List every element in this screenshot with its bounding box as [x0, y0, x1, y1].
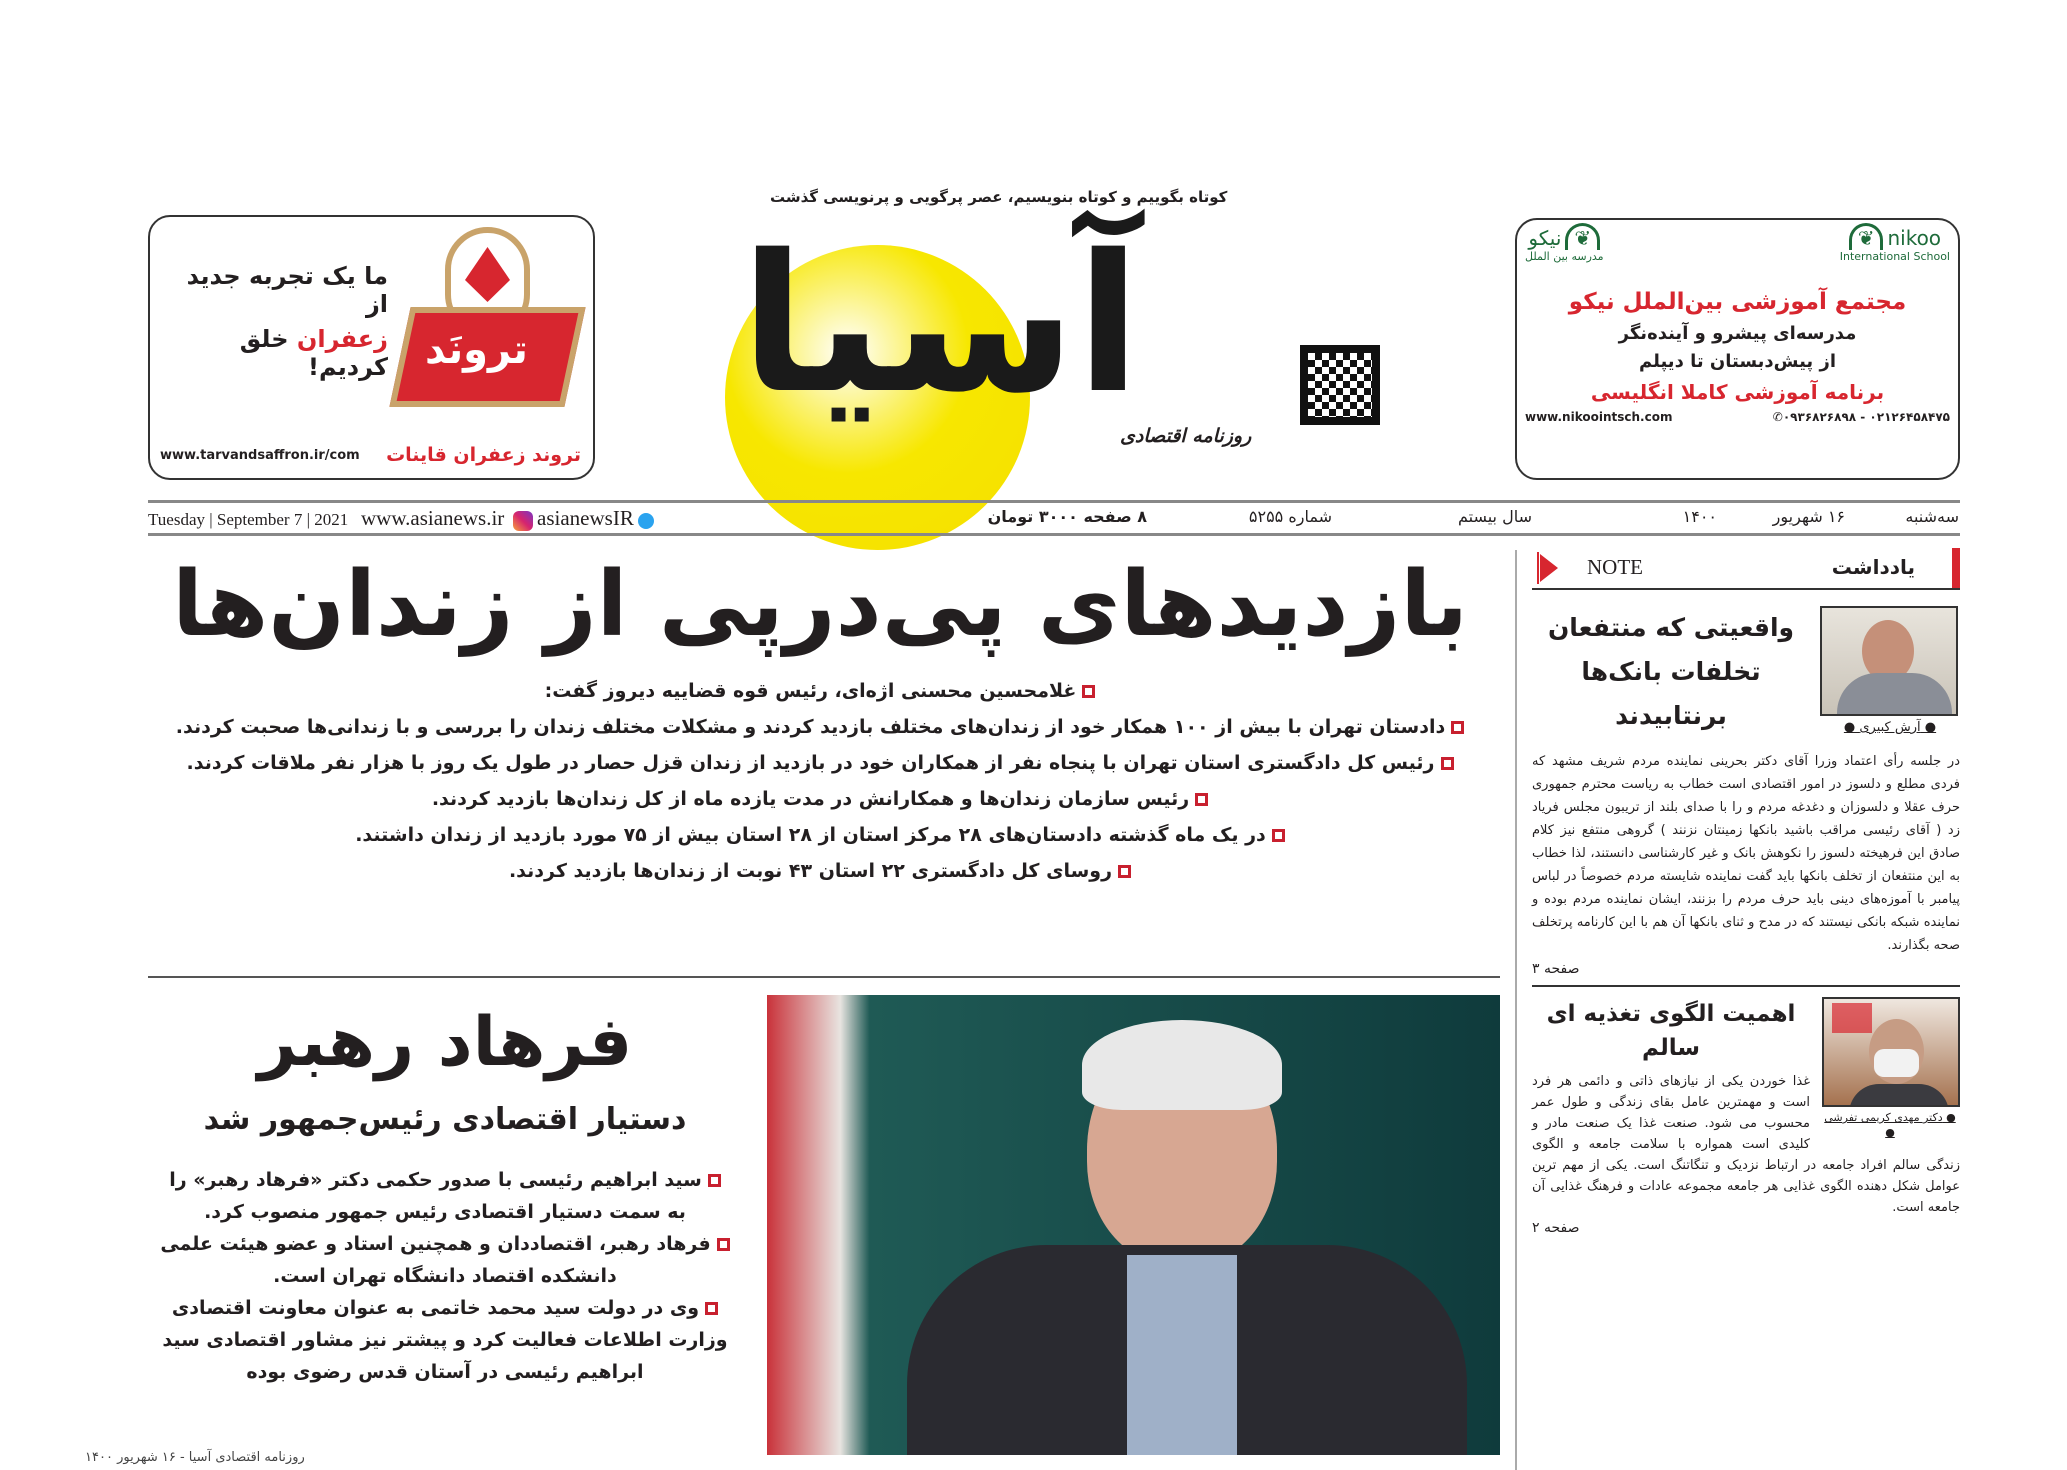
note-label-fa: یادداشت: [1831, 555, 1915, 579]
ad-line1: مدرسه‌ای پیشرو و آینده‌نگر: [1618, 323, 1857, 344]
ad-phone: ✆۰۹۳۶۸۲۶۸۹۸ - ۰۲۱۲۶۴۵۸۴۷۵: [1772, 410, 1950, 424]
note2-title: اهمیت الگوی تغذیه ای سالم: [1546, 1001, 1796, 1061]
main-headline: بازدیدهای پی‌درپی از زندان‌ها: [172, 552, 1468, 657]
logo-text: آسیا: [740, 214, 1141, 435]
instagram-icon[interactable]: [513, 511, 533, 531]
divider: [148, 976, 1500, 978]
divider: [1532, 985, 1960, 987]
ad-line3: برنامه آموزشی کاملا انگلیسی: [1590, 380, 1885, 404]
note2-body: غذا خوردن یکی از نیازهای ذاتی و دائمی هر فرد است و مهمترین عامل بقای زندگی و طول عمر محسوب می شود. صنعت غذا یک صنعت مادر و کلیدی است همواره با سلامت جامعه و الگوی زندگی سالم افراد جامعه در ارتباط نزدیک و تنگاتنگ است. یکی از مهم ترین عوامل شکل دهنده الگوی غذایی هر جامعه مجموعه عادات و فرهنگ غذایی آن جامعه است.: [1532, 1074, 1960, 1215]
tarvand-logo: ترونَد: [390, 227, 585, 417]
weekday: سه‌شنبه: [1905, 507, 1959, 526]
story2: [150, 998, 740, 1388]
qr-code-icon[interactable]: [1300, 345, 1380, 425]
masthead-logo: [720, 140, 1400, 500]
column-divider: [1515, 550, 1517, 1470]
verified-icon: [638, 513, 654, 529]
note-page-ref: صفحه ۳: [1532, 961, 1580, 977]
instagram-handle[interactable]: asianewsIR: [537, 506, 634, 530]
note-title: واقعیتی که منتفعان تخلفات بانک‌ها برنتابیدند: [1547, 613, 1795, 730]
issue-number: شماره ۵۲۵۵: [1248, 507, 1332, 526]
website-link[interactable]: www.asianews.ir: [361, 506, 505, 530]
nikoo-school-ad[interactable]: [1515, 218, 1960, 480]
ad-line2: خلق کردیم!: [239, 325, 388, 381]
note-body: در جلسه رأی اعتماد وزرا آقای دکتر بحرینی نماینده مردم شریف مشهد که فردی مطلع و دلسوز در امور اقتصادی است خطاب به ریاست محترم جمهوری حرف عقلا و دلسوزان و دغدغه مردم و را با صدای بلند از تریبون مجلس فریاد زد ( آقای رئیسی مراقب باشید بانکها زمینتان نزنند ) گروهی منتفع نیز کلام صادق این فرهیخته دلسوز را نکوهش بانک و غیر کارشناسی دانستند، لذا خطاب به این منتفعان از تخلف بانکها باید گفت نماینده شایسته مردم خصوصاً در لباس پیامبر با آموزه‌های دینی باید حرف مردم را بزنند، ایشان نماینده مردم بوده و نماینده شبکه بانکی نیستند که در مدح و ثنای بانکها آن هم با این کارنامه پرتخلف صحه بگذارند.: [1532, 754, 1960, 953]
note2-author: ● دکتر مهدی کریمی تفرشی ●: [1824, 1111, 1956, 1139]
note2-page-ref: صفحه ۲: [1532, 1220, 1580, 1236]
volume: سال بیستم: [1457, 507, 1532, 526]
nikoo-logo-en: ❦ nikoo International School: [1840, 226, 1950, 284]
play-arrow-icon: [1540, 554, 1558, 582]
footer-watermark: روزنامه اقتصادی آسیا - ۱۶ شهریور ۱۴۰۰: [85, 1450, 305, 1465]
main-story: [150, 545, 1490, 889]
note-label-en: NOTE: [1587, 555, 1643, 579]
story2-subhead: دستیار اقتصادی رئیس‌جمهور شد: [203, 1102, 687, 1137]
ad-line2-red: زعفران: [296, 325, 388, 353]
story2-bullets: سید ابراهیم رئیسی با صدور حکمی دکتر «فرهاد رهبر» را به سمت دستیار اقتصادی رئیس جمهور منصوب کرد. فرهاد رهبر، اقتصاددان و همچنین استاد و عضو هیئت علمی دانشکده اقتصاد دانشگاه تهران است. وی در دولت سید محمد خاتمی به عنوان معاونت اقتصادی وزارت اطلاعات فعالیت کرد و پیشتر نیز مشاور اقتصادی سید ابراهیم رئیسی در آستان قدس رضوی بوده: [150, 1164, 740, 1388]
main-bullets: غلامحسین محسنی اژه‌ای، رئیس قوه قضاییه دیروز گفت: دادستان تهران با بیش از ۱۰۰ همکار خود از زندان‌های مختلف بازدید کردند و مشکلات مختلف زندان را بررسی و با زندانی‌ها صحبت کردند. رئیس کل دادگستری استان تهران با پنجاه نفر از همکاران خود در بازدید از زندان قزل حصار در طول یک روز با هزار نفر ملاقات کردند. رئیس سازمان زندان‌ها و همکارانش در مدت یازده ماه از کل زندان‌ها بازدید کردند. در یک ماه گذشته دادستان‌های ۲۸ مرکز استان از ۲۸ استان بیش از ۷۵ مورد بازدید از زندان داشتند. روسای کل دادگستری ۲۲ استان ۴۳ نوبت از زندان‌ها بازدید کردند.: [150, 673, 1490, 889]
note-author: ● آرش کبیری ●: [1843, 720, 1937, 735]
ad-brand: تروند زعفران قاینات: [386, 444, 581, 466]
note-header: [1532, 548, 1960, 590]
nikoo-logo-fa: ❦نیکو مدرسه بین الملل: [1525, 226, 1604, 284]
ad-title: مجتمع آموزشی بین‌الملل نیکو: [1568, 289, 1907, 315]
author2-photo: [1822, 997, 1960, 1107]
author-photo: [1820, 606, 1958, 716]
pages-price: ۸ صفحه ۳۰۰۰ تومان: [987, 507, 1147, 526]
slogan: کوتاه بگوییم و کوتاه بنویسیم، عصر پرگویی و پرنویسی گذشت: [770, 188, 1228, 206]
divider: [148, 533, 1960, 536]
ad-url[interactable]: www.nikoointsch.com: [1525, 410, 1673, 424]
story2-photo[interactable]: [767, 995, 1500, 1455]
logo-subtitle: روزنامه اقتصادی: [1120, 425, 1252, 447]
phone-icon: ✆: [1772, 410, 1783, 424]
date-en: Tuesday | September 7 | 2021: [148, 510, 349, 529]
ad-url[interactable]: www.tarvandsaffron.ir/com: [160, 448, 360, 463]
year: ۱۴۰۰: [1682, 507, 1717, 526]
tarvand-saffron-ad[interactable]: [148, 215, 595, 480]
ad-line1: ما یک تجربه جدید از: [186, 262, 388, 318]
date: ۱۶ شهریور: [1772, 507, 1845, 526]
note-column: [1532, 548, 1960, 1236]
story2-headline: فرهاد رهبر: [257, 1003, 633, 1082]
ad-line2: از پیش‌دبستان تا دیپلم: [1639, 351, 1836, 372]
divider: [148, 500, 1960, 503]
